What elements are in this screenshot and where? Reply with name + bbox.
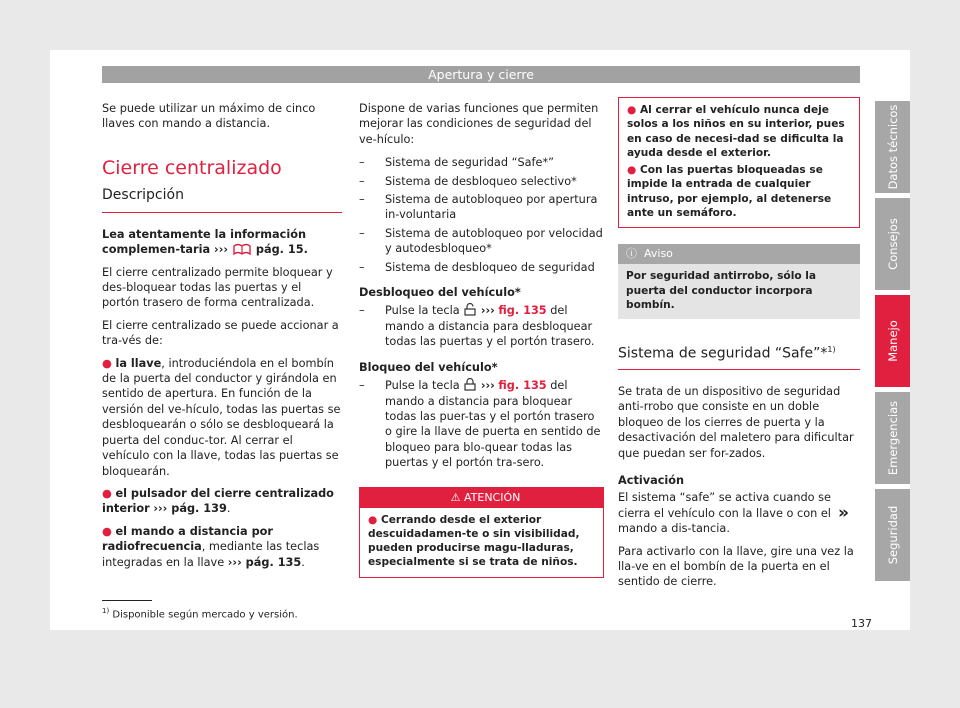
tab-manejo[interactable]: Manejo [875, 295, 910, 387]
intro-text: Dispone de varias funciones que permiten mejorar las condiciones de seguridad del ve-hículo: [359, 102, 599, 146]
warning-header: ⚠ ATENCIÓN [360, 488, 603, 508]
note-header: ⓘ Aviso [618, 244, 860, 264]
function-list [359, 155, 604, 275]
footnote: $^{1)}$ Disponible según mercado y versión. [102, 607, 298, 621]
lock-icon [463, 378, 477, 391]
tab-datos-tecnicos[interactable]: Datos técnicos [875, 101, 910, 193]
section-title: Cierre centralizado [102, 156, 282, 179]
figure-link[interactable]: fig. 135 [498, 304, 547, 318]
intro-text: Se puede utilizar un máximo de cinco llaves con mando a distancia. [102, 102, 316, 131]
warning-box [359, 487, 604, 578]
page-header: Apertura y cierre [102, 66, 860, 83]
list-item: – Pulse la tecla ››› fig. 135 del mando a distancia para desbloquear todas las puertas y el portón trasero. [359, 303, 604, 349]
note-box [618, 244, 860, 319]
warning-item: ● Al cerrar el vehículo nunca deje solos a los niños en su interior, pues en caso de necesi-dad se dificulta la ayuda desde el exterior. [627, 104, 845, 159]
paragraph: El cierre centralizado permite bloquear y des-bloquear todas las puertas y el portón trasero de forma centralizada. [102, 265, 333, 310]
paragraph: Para activarlo con la llave, gire una vez la lla-ve en el bombín de la puerta en el sentido de cierre. [618, 544, 854, 589]
page-link[interactable]: pág. 15. [255, 243, 308, 257]
column-3 [618, 101, 860, 597]
column-1 [102, 101, 342, 577]
read-note: Lea atentamente la información complemen-taria ››› pág. 15. [102, 227, 308, 257]
tab-seguridad[interactable]: Seguridad [875, 489, 910, 581]
book-icon [232, 243, 252, 255]
warning-box-continued [618, 97, 860, 228]
bullet-item: ● la llave, introduciéndola en el bombín de la puerta del conductor y girándola en sentido de apertura. En función de la versión del ve-hículo, todas las puertas se desbloquearán o sólo se desbloqueará la puerta del conduc-tor. Al cerrar el vehículo con la llave, todas las puertas se bloquearán. [102, 356, 341, 478]
bullet-item: ● el mando a distancia por radiofrecuencia, mediante las teclas integradas en la llave ››› pág. 135. [102, 524, 320, 569]
warning-body [619, 98, 859, 227]
paragraph: Se trata de un dispositivo de seguridad anti-rrobo que consiste en un doble bloqueo de los cierres de puerta y la desactivación del maletero para dificultar que puedan ser for-zados. [618, 384, 854, 460]
unlock-icon [463, 303, 477, 316]
page-number: 137 [851, 617, 872, 630]
note-body: Por seguridad antirrobo, sólo la puerta del conductor incorpora bombín. [618, 264, 860, 319]
paragraph: El cierre centralizado se puede accionar a tra-vés de: [102, 318, 339, 348]
tab-consejos[interactable]: Consejos [875, 198, 910, 290]
column-2 [359, 101, 604, 592]
page-link[interactable]: ››› pág. 139 [153, 502, 227, 516]
list-item: – Sistema de desbloqueo de seguridad [359, 260, 604, 275]
warning-icon: ⚠ [450, 490, 461, 504]
subsection-title: Descripción [102, 186, 342, 213]
figure-link[interactable]: fig. 135 [498, 379, 547, 393]
continue-marker: » [838, 503, 849, 523]
activation-title: Activación [618, 473, 685, 487]
warning-item: ● Con las puertas bloqueadas se impide la entrada de cualquier intruso, por ejemplo, al detenerse ante un semáforo. [627, 164, 832, 220]
bullet-dot: ● [102, 356, 112, 370]
list-item: – Sistema de autobloqueo por velocidad y autodesbloqueo* [359, 226, 604, 257]
tab-emergencias[interactable]: Emergencias [875, 392, 910, 484]
list-item: – Pulse la tecla ››› fig. 135 del mando a distancia para bloquear todas las puer-tas y el portón trasero o gire la llave de puerta en sentido de bloqueo para blo-quear todas las puertas y el portón tra-sero. [359, 378, 604, 470]
paragraph: El sistema “safe” se activa cuando se cierra el vehículo con la llave o con el mando a dis-tancia. [618, 491, 831, 536]
list-item: – Sistema de autobloqueo por apertura in-voluntaria [359, 192, 604, 223]
section-title: Sistema de seguridad “Safe”*$^{1)}$ [618, 341, 860, 370]
bullet-dot: ● [102, 486, 112, 500]
list-item: – Sistema de seguridad “Safe*” [359, 155, 604, 170]
bullet-item: ● el pulsador del cierre centralizado interior ››› pág. 139. [102, 486, 334, 516]
bullet-dot: ● [102, 524, 112, 538]
lock-title: Bloqueo del vehículo* [359, 360, 498, 374]
info-icon: ⓘ [626, 247, 637, 261]
unlock-title: Desbloqueo del vehículo* [359, 286, 521, 300]
list-item: – Sistema de desbloqueo selectivo* [359, 174, 604, 189]
page-link[interactable]: ››› pág. 135 [227, 555, 302, 569]
footnote-divider [102, 600, 152, 601]
warning-body: ● Cerrando desde el exterior descuidadamen-te o sin visibilidad, pueden producirse magu-lladuras, especialmente si se trata de niños. [360, 508, 603, 577]
bullet-dot: ● [368, 513, 378, 526]
